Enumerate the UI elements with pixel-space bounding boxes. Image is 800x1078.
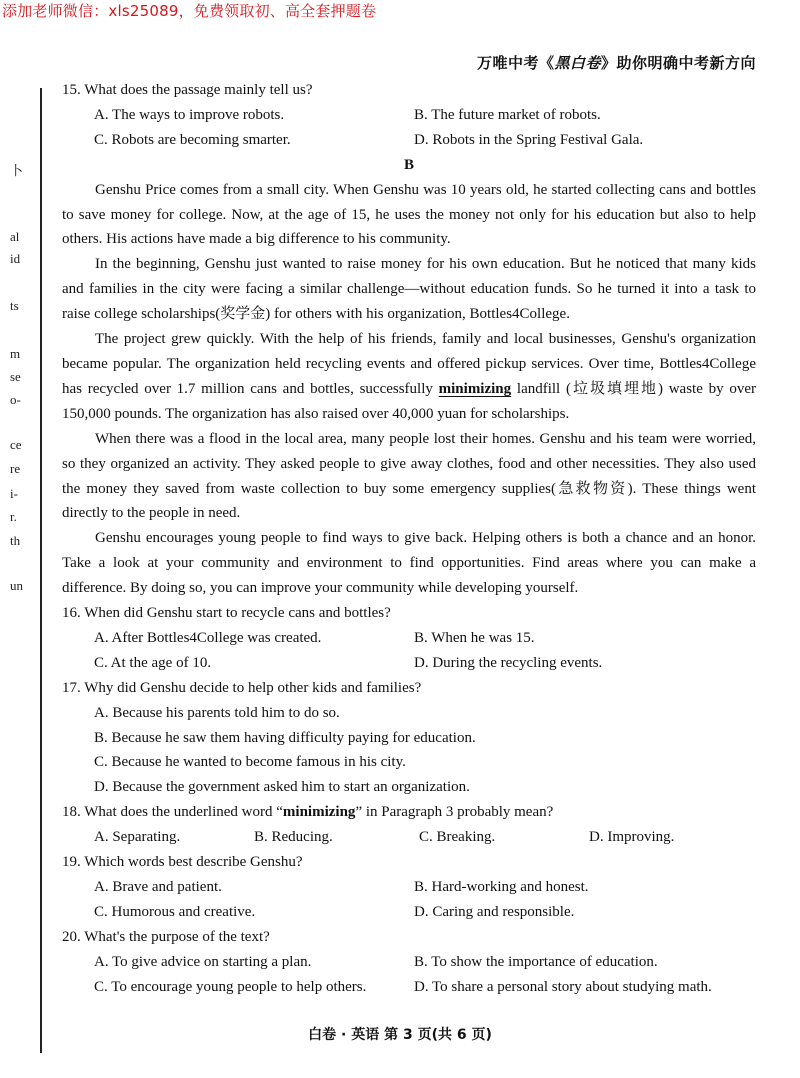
header-post: 》助你明确中考新方向 [600,54,756,72]
passage-paragraph-2: In the beginning, Genshu just wanted to raise money for his own education. But he noticed that many kids and families in the city were facing a similar challenge—without education funds. So he turned it into a task to raise college scholarships(奖学金) for others with his organization, Bottles4College. [62,256,756,323]
question-17-stem: 17. Why did Genshu decide to help other kids and families? [62,679,422,696]
margin-rule [40,88,42,1053]
question-19-options [62,875,756,925]
option: B. Because he saw them having difficulty paying for education. [94,729,476,746]
header-emph: 黑白卷 [554,54,601,72]
option: A. Brave and patient. [94,879,222,895]
margin-fragment: id [10,251,21,266]
passage-paragraph-1: Genshu Price comes from a small city. When Genshu was 10 years old, he started collecting cans and bottles to save money for college. Now, at the age of 15, he uses the money not only for his education but also to help others. His actions have made a big difference to his community. [62,181,756,248]
option: A. After Bottles4College was created. [94,629,322,646]
option: C. At the age of 10. [94,654,212,671]
question-20-options [62,950,756,1000]
margin-fragment: m [10,346,21,361]
underlined-keyword: minimizing [438,380,512,397]
question-15-stem: 15. What does the passage mainly tell us? [62,82,313,98]
option: A. Separating. [94,829,181,846]
margin-fragment: re [10,461,21,476]
question-19-stem: 19. Which words best describe Genshu? [62,854,303,871]
margin-fragment: ts [10,298,19,313]
option: C. Robots are becoming smarter. [94,131,291,148]
section-b-title: B [403,156,414,173]
margin-fragment: i- [10,486,18,501]
option: D. Because the government asked him to start an organization. [94,779,470,796]
passage-paragraph-3 [62,327,756,427]
question-17-options [62,701,756,801]
option: A. To give advice on starting a plan. [94,953,312,970]
question-18-options [62,825,756,850]
header-pre: 万唯中考《 [476,54,555,72]
option: B. The future market of robots. [414,106,601,123]
margin-fragment: th [10,533,21,548]
question-18-stem-part-2: ” in Paragraph 3 probably mean? [355,804,554,821]
margin-fragment: se [10,369,21,384]
option: C. Humorous and creative. [94,903,256,920]
question-15-options [62,103,756,153]
option: C. Because he wanted to become famous in his city. [94,754,406,771]
option: A. Because his parents told him to do so. [94,704,340,721]
option: D. During the recycling events. [414,654,603,671]
margin-fragment: al [10,229,20,244]
exam-content [62,78,756,1000]
page-footer: 白卷 · 英语 第 3 页(共 6 页) [308,1027,492,1043]
question-20-stem: 20. What's the purpose of the text? [62,928,270,945]
option: B. To show the importance of education. [414,953,658,970]
margin-fragment: ce [10,437,22,452]
option: B. Reducing. [254,829,333,846]
passage-paragraph-4: When there was a flood in the local area, many people lost their homes. Genshu and his team were worried, so they organized an activity. They asked people to give away clothes, food and other necessities. They also used the money they saved from waste collection to buy some emergency supplies(急救物资). These things went directly to the people in need. [62,430,756,522]
question-16-options [62,626,756,676]
margin-fragment: o- [10,392,21,407]
paragraph-3-part-2: landfill (垃圾填埋地) waste by over 150,000 pounds. The organization has also raised over 40,000 yuan for scholarships. [62,380,756,422]
margin-fragment: 卜 [10,163,24,178]
question-18-stem-part-1: 18. What does the underlined word “ [62,804,283,821]
option: D. Caring and responsible. [414,903,575,920]
watermark-text: 添加老师微信：xls25089，免费领取初、高全套押题卷 [2,2,377,20]
passage-paragraph-5: Genshu encourages young people to find ways to give back. Helping others is both a chance and an honor. Take a look at your community and environment to find opportunities. Find areas where you can make a difference. By doing so, you can improve your community while developing yourself. [62,530,756,597]
option: D. Robots in the Spring Festival Gala. [414,131,644,148]
page-header [477,52,756,73]
option: B. When he was 15. [414,629,535,646]
option: B. Hard-working and honest. [414,879,589,895]
option: C. Breaking. [419,829,496,846]
option: D. Improving. [589,829,675,846]
margin-fragment: un [10,578,23,593]
margin-fragment: r. [10,509,17,524]
question-16-stem: 16. When did Genshu start to recycle cans and bottles? [62,605,391,622]
option: D. To share a personal story about studying math. [414,978,712,995]
question-18-keyword: minimizing [282,804,356,821]
paragraph-3-part-1: The project grew quickly. With the help of his friends, family and local businesses, Genshu's organization became popular. The organization held recycling events and offered pickup services. Over time, Bottles4College has recycled over 1.7 million cans and bottles, successfully [62,331,756,397]
option: C. To encourage young people to help others. [94,978,367,995]
option: A. The ways to improve robots. [94,106,285,123]
question-18-stem [62,800,756,825]
